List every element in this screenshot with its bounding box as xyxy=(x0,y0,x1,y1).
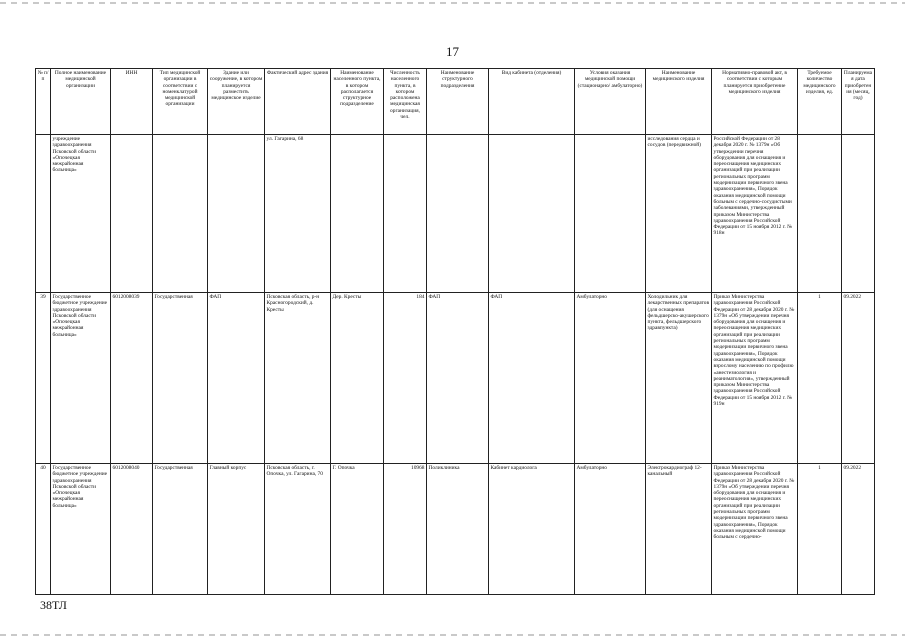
cell-building: ФАП xyxy=(208,293,265,464)
cell-conditions: Амбулаторно xyxy=(575,293,646,464)
cell-org: Государственное бюджетное учреждение здравоохранения Псковской области «Опочецкая межрайонная больница» xyxy=(51,293,111,464)
cell-type: Государственная xyxy=(153,293,208,464)
header-cell: № п/п xyxy=(36,69,51,135)
cell-num: 39 xyxy=(36,293,51,464)
table-row-continuation xyxy=(36,135,875,293)
cell-date: 09.2022 xyxy=(842,293,875,464)
cell-device: Холодильник для лекарственных препаратов (для оснащения фельдшерско-акушерского пункта, фельдшерского здравпункта) xyxy=(646,293,712,464)
page-number: 17 xyxy=(446,44,459,59)
cell-org: учреждение здравоохранения Псковской области «Опочецкая межрайонная больница» xyxy=(51,135,111,293)
cell-act: Российской Федерации от 28 декабря 2020 г. № 1379н «Об утверждении перечня оборудования для оснащения и переоснащения медицинских организаций при реализации региональных программ модернизации первичного звена здравоохранения», Порядок оказания медицинской помощи больным с сердечно-сосудистыми заболеваниями, утвержденный приказом Министерства здравоохранения Российской Федерации от 15 ноября 2012 г. № 918н xyxy=(712,135,798,293)
cell-locality xyxy=(331,135,384,293)
header-cell: Планируемая дата приобретения (месяц, год) xyxy=(842,69,875,135)
cell-locality: Дер. Кресты xyxy=(331,293,384,464)
footer-code: 38ТЛ xyxy=(40,598,67,612)
cell-quantity: 1 xyxy=(798,464,842,595)
header-cell: Полное наименование медицинской организации xyxy=(51,69,111,135)
table-header-row xyxy=(36,69,875,135)
cell-type xyxy=(153,135,208,293)
cell-date xyxy=(842,135,875,293)
header-cell: Вид кабинета (отделения) xyxy=(489,69,575,135)
header-cell: Численность населенного пункта, в котором расположена медицинская организация, чел. xyxy=(384,69,427,135)
cell-address: Псковская область, г. Опочка, ул. Гагарина, 70 xyxy=(265,464,331,595)
cell-inn: 6012008039 xyxy=(111,293,153,464)
table-row xyxy=(36,293,875,464)
header-cell: Наименование населенного пункта, в котором располагается структурное подразделение xyxy=(331,69,384,135)
header-cell: Тип медицинской организации в соответствии с номенклатурой медицинской организации xyxy=(153,69,208,135)
cell-address: ул. Гагарина, 68 xyxy=(265,135,331,293)
scan-edge-top xyxy=(0,2,905,4)
header-cell: Наименование медицинского изделия xyxy=(646,69,712,135)
header-cell: Нормативно-правовой акт, в соответствии с которым планируется приобретение медицинского изделия xyxy=(712,69,798,135)
cell-building: Главный корпус xyxy=(208,464,265,595)
cell-cabinet: ФАП xyxy=(489,293,575,464)
cell-unit: Поликлиника xyxy=(427,464,489,595)
cell-population xyxy=(384,135,427,293)
cell-quantity xyxy=(798,135,842,293)
cell-population: 184 xyxy=(384,293,427,464)
header-cell: Условия оказания медицинской помощи (стационарно/ амбулаторно) xyxy=(575,69,646,135)
cell-population: 10968 xyxy=(384,464,427,595)
header-cell: Наименование структурного подразделения xyxy=(427,69,489,135)
cell-num: 40 xyxy=(36,464,51,595)
cell-locality: Г. Опочка xyxy=(331,464,384,595)
cell-quantity: 1 xyxy=(798,293,842,464)
cell-conditions xyxy=(575,135,646,293)
cell-act: Приказ Министерства здравоохранения Российской Федерации от 28 декабря 2020 г. № 1379н «Об утверждении перечня оборудования для оснащения и переоснащения медицинских организаций при реализации региональных программ модернизации первичного звена здравоохранения», Порядок оказания медицинской помощи больным с сердечно- xyxy=(712,464,798,595)
cell-unit xyxy=(427,135,489,293)
header-cell: Здание или сооружение, в котором планируется разместить медицинское изделие xyxy=(208,69,265,135)
cell-address: Псковская область, р-н Красногородский, д. Кресты xyxy=(265,293,331,464)
cell-cabinet xyxy=(489,135,575,293)
cell-date: 09.2022 xyxy=(842,464,875,595)
cell-conditions: Амбулаторно xyxy=(575,464,646,595)
equipment-table xyxy=(35,68,875,595)
cell-device: Электрокардиограф 12-канальный xyxy=(646,464,712,595)
cell-cabinet: Кабинет кардиолога xyxy=(489,464,575,595)
cell-type: Государственная xyxy=(153,464,208,595)
cell-building xyxy=(208,135,265,293)
header-cell: Фактический адрес здания xyxy=(265,69,331,135)
header-cell: Требуемое количество медицинского изделия, ед. xyxy=(798,69,842,135)
cell-unit: ФАП xyxy=(427,293,489,464)
cell-act: Приказ Министерства здравоохранения Российской Федерации от 28 декабря 2020 г. № 1379н «Об утверждении перечня оборудования для оснащения и переоснащения медицинских организаций при реализации региональных программ модернизации первичного звена здравоохранения», Порядок оказания медицинской помощи взрослому населению по профилю «анестезиология и реаниматология», утвержденный приказом Министерства здравоохранения Российской Федерации от 15 ноября 2012 г. № 919н xyxy=(712,293,798,464)
scan-edge-bottom xyxy=(0,634,905,636)
header-cell: ИНН xyxy=(111,69,153,135)
table-row xyxy=(36,464,875,595)
cell-num xyxy=(36,135,51,293)
cell-device: исследования сердца и сосудов (передвижной) xyxy=(646,135,712,293)
cell-org: Государственное бюджетное учреждение здравоохранения Псковской области «Опочецкая межрайонная больница» xyxy=(51,464,111,595)
cell-inn xyxy=(111,135,153,293)
cell-inn: 6012008040 xyxy=(111,464,153,595)
